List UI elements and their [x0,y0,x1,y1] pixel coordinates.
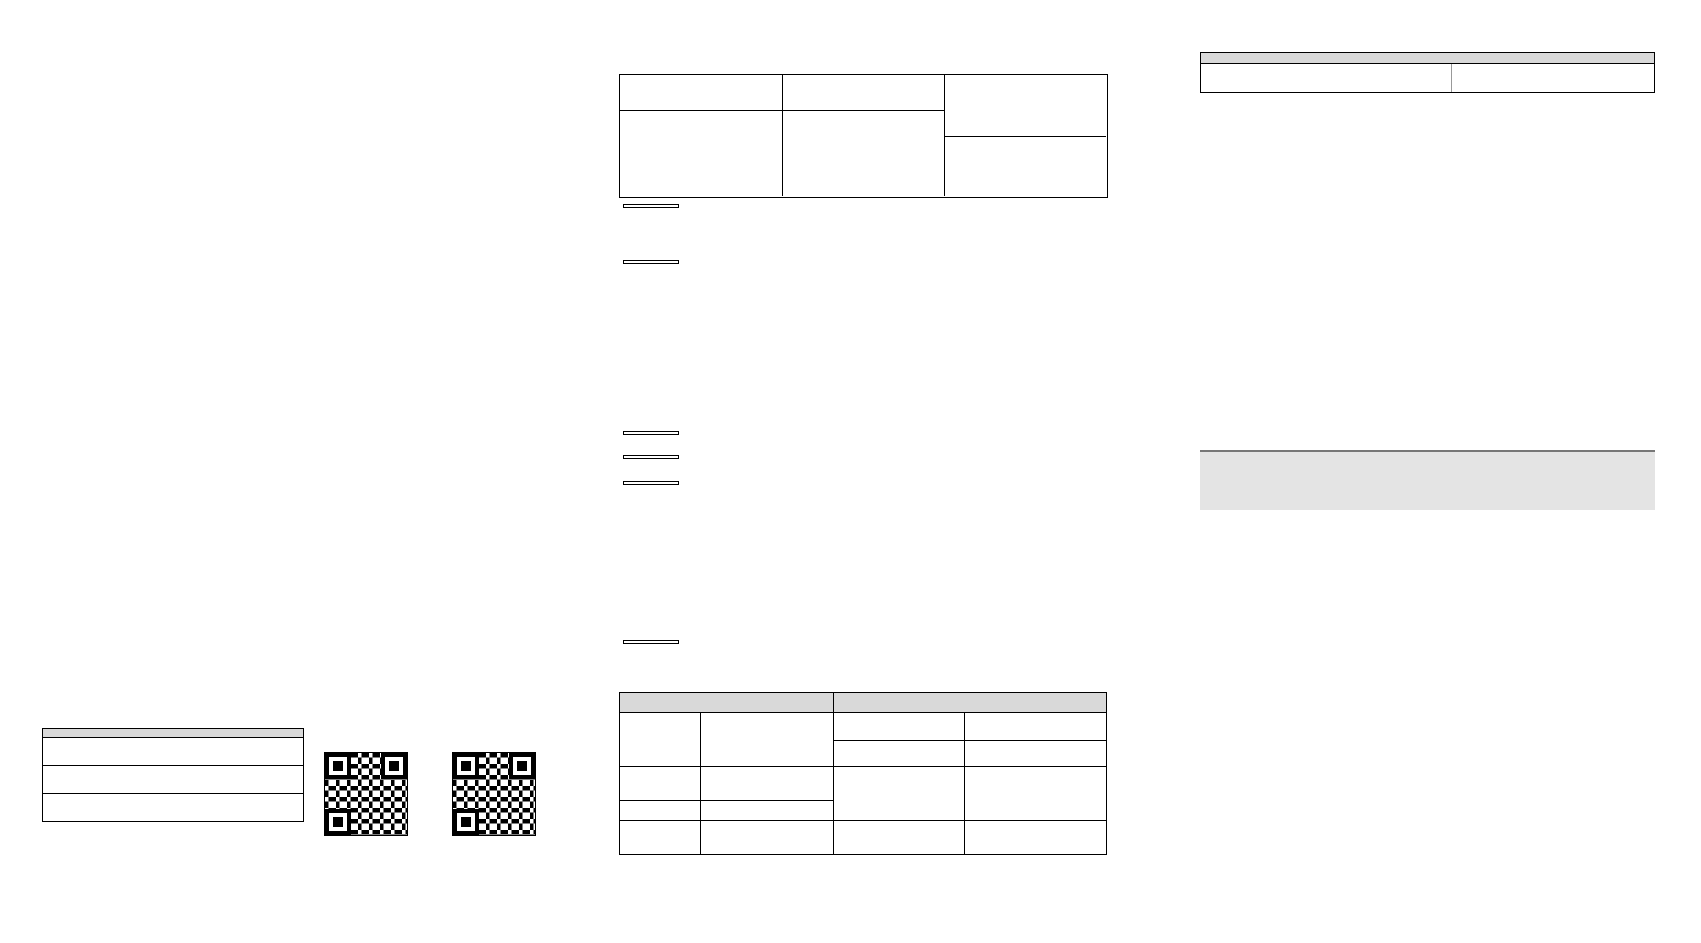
recording-ministry-title [43,729,303,738]
committee-role [620,801,701,821]
festival-table [1200,52,1655,93]
committee-role [620,767,701,801]
committee-names [701,713,834,767]
qr-finder-icon [325,753,351,779]
prayer-header [1200,450,1655,510]
committee-table [619,692,1107,855]
worship-order-section [0,0,590,943]
flower-label [623,431,679,435]
next-prayer-header [834,693,1107,713]
committee-names [701,767,834,801]
prayer-person [965,821,1107,855]
youtube-qr-code[interactable] [452,752,536,836]
festival-header-row [1201,64,1654,92]
festival-col-date [1452,64,1654,92]
ministry-item [43,794,303,821]
ministry-item [43,738,303,766]
prayer-slot [834,741,965,767]
festival-title [1201,53,1654,64]
prayer-person [965,713,1107,741]
qr-finder-icon [325,809,351,835]
festival-col-step [1201,64,1452,92]
qr-finder-icon [453,809,479,835]
recording-ministry-box [42,728,304,822]
committee-names [701,821,834,855]
prayer-slot [834,767,965,821]
prayer-slot [834,713,965,741]
thanks-offering-label [623,260,679,264]
qr-finder-icon [381,753,407,779]
committee-names [701,801,834,821]
qr-finder-icon [453,753,479,779]
tithe-label [623,204,679,208]
ministry-item [43,766,303,794]
committee-header [620,693,834,713]
committee-role [620,821,701,855]
mission-label [623,640,679,644]
qr-finder-icon [509,753,535,779]
prayer-slot [834,821,965,855]
homepage-qr-code[interactable] [324,752,408,836]
prayer-person [965,741,1107,767]
onecoin-label [623,481,679,485]
committee-role [620,713,701,767]
prayer-person [965,767,1107,821]
building-label [623,455,679,459]
